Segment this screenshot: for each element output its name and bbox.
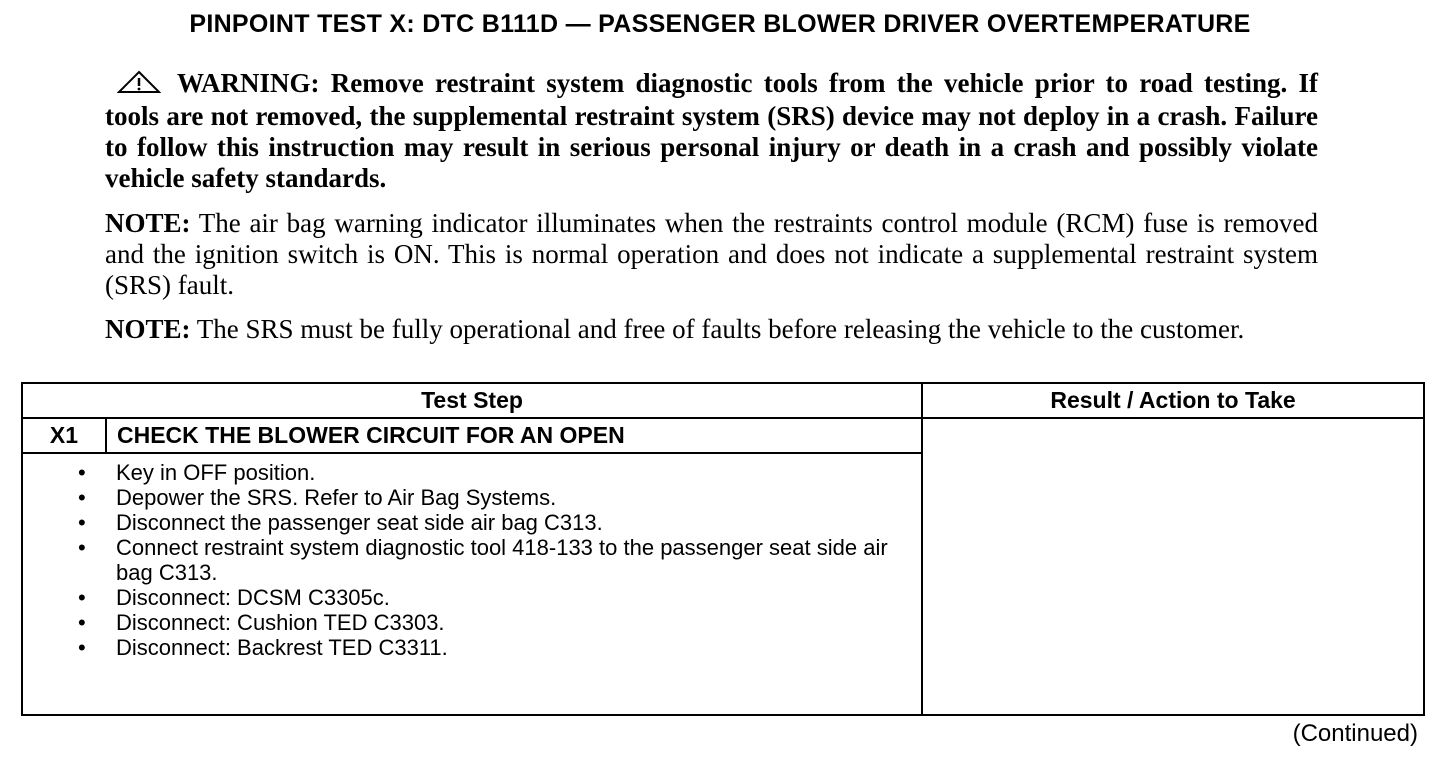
list-item: • Key in OFF position. <box>116 460 921 485</box>
list-item: • Depower the SRS. Refer to Air Bag Systems. <box>116 485 921 510</box>
note-label: NOTE: <box>105 314 191 344</box>
note-1 <box>105 208 1318 301</box>
note-2 <box>105 314 1318 345</box>
step-title: CHECK THE BLOWER CIRCUIT FOR AN OPEN <box>106 418 922 453</box>
test-step-table <box>21 382 1425 716</box>
note-text: The air bag warning indicator illuminates when the restraints control module (RCM) fuse is removed and the ignition switch is ON. This is normal operation and does not indicate a supplemental restraint system (SRS) fault. <box>105 208 1318 300</box>
warning-text: WARNING: Remove restraint system diagnostic tools from the vehicle prior to road testing. If tools are not removed, the supplemental restraint system (SRS) device may not deploy in a crash. Failure to follow this instruction may result in serious personal injury or death in a crash and possibly violate vehicle safety standards. <box>105 68 1318 193</box>
header-result-action: Result / Action to Take <box>922 383 1424 418</box>
list-item: • Connect restraint system diagnostic tool 418-133 to the passenger seat side air bag C313. <box>116 535 921 585</box>
list-item: • Disconnect: Cushion TED C3303. <box>116 610 921 635</box>
note-text: The SRS must be fully operational and free of faults before releasing the vehicle to the customer. <box>196 314 1245 344</box>
continued-label: (Continued) <box>1292 720 1418 747</box>
step-id: X1 <box>22 418 106 453</box>
result-action-cell <box>922 418 1424 715</box>
warning-triangle-icon <box>117 70 161 101</box>
step-title-row <box>22 418 1424 453</box>
warning-block <box>105 68 1318 194</box>
header-test-step: Test Step <box>22 383 922 418</box>
list-item: • Disconnect: Backrest TED C3311. <box>116 635 921 660</box>
list-item: • Disconnect: DCSM C3305c. <box>116 585 921 610</box>
step-instruction-list <box>23 460 921 660</box>
page-title: PINPOINT TEST X: DTC B111D — PASSENGER BLOWER DRIVER OVERTEMPERATURE <box>189 10 1251 38</box>
step-instructions-cell <box>22 453 922 715</box>
table-header-row <box>22 383 1424 418</box>
note-label: NOTE: <box>105 208 191 238</box>
list-item: • Disconnect the passenger seat side air bag C313. <box>116 510 921 535</box>
